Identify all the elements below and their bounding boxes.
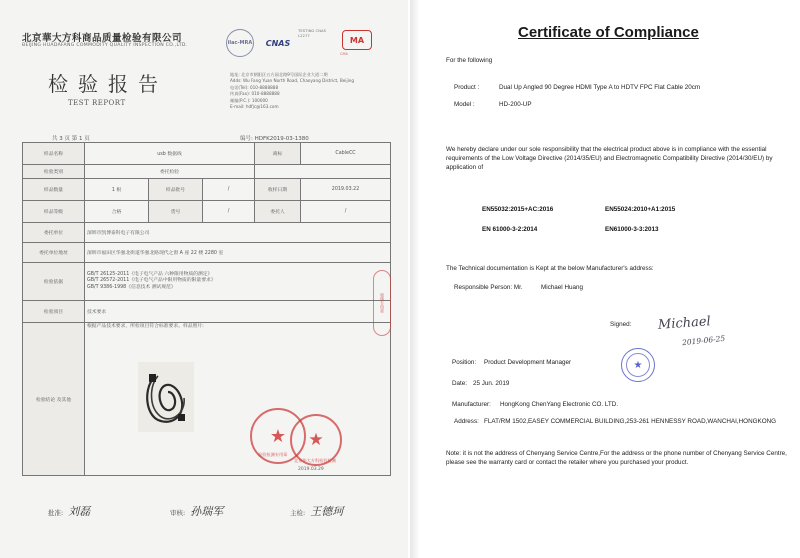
items-value: 技术要求 <box>85 301 391 323</box>
signature-role: 批准: <box>48 509 64 517</box>
cma-logo-icon: MA <box>342 30 372 50</box>
receive-date-label: 收样日期 <box>255 179 301 201</box>
signature-name: 刘磊 <box>68 505 91 518</box>
manufacturer-value: HongKong ChenYang Electronic CO. LTD. <box>500 401 619 408</box>
sample-grade-label: 样品等级 <box>23 201 85 223</box>
for-following-text: For the following <box>446 57 493 64</box>
client-value: 深圳市凯博泰科电子有限公司 <box>85 223 391 243</box>
batch-label: 样品批号 <box>149 179 203 201</box>
brand-label: 商标 <box>255 143 301 165</box>
position-label: Position: <box>452 359 477 366</box>
lab-address-line: Adds: Wu Fang Yuan North Road, Chaoyang District, Beijing <box>230 78 355 84</box>
sample-name-value: usb 数据线 <box>85 143 255 165</box>
address-value: FLAT/RM 1502,EASEY COMMERCIAL BUILDING,253-261 HENNESSY ROAD,WANCHAI,HONGKONG <box>484 418 777 425</box>
signature-approver <box>48 503 90 519</box>
basis-value <box>85 263 391 301</box>
report-date: 2019.03.29 <box>298 467 324 472</box>
signature-role: 主检: <box>290 509 306 517</box>
basis-line: GB/T 26125-2011《电子电气产品 六种限用物质的测定》 <box>87 272 213 278</box>
sample-name-label: 样品名称 <box>23 143 85 165</box>
tech-doc-text: The Technical documentation is Kept at the below Manufacturer's address: <box>446 265 654 272</box>
lab-name-en: BEIJING HUADAFANG COMMODITY QUALITY INSPECTION CO.,LTD. <box>22 43 188 48</box>
responsible-label: Responsible Person: Mr. <box>454 284 523 291</box>
handwritten-signature-date: 2019-06-25 <box>681 333 726 348</box>
conclusion-value <box>85 323 391 476</box>
red-seal-stamp-icon: ★ <box>250 408 306 464</box>
table-row <box>23 165 391 179</box>
seal-star-icon: ★ <box>626 353 650 377</box>
report-title-cn: 检验报告 <box>48 72 168 96</box>
inspection-type-value: 委托检验 <box>85 165 255 179</box>
cable-photo-icon <box>138 362 194 432</box>
cma-caption: CMA <box>340 52 348 56</box>
conclusion-text: 根据产品技术要求，所检项目符合标准要求。样品照片: <box>87 324 204 329</box>
batch-value: / <box>203 179 255 201</box>
report-title-en: TEST REPORT <box>68 99 126 107</box>
table-row <box>23 223 391 243</box>
lab-address-line: 地址: 北京市朝阳区五方园北路9号国际企业大道二期 <box>230 72 328 77</box>
sample-qty-value: 1 根 <box>85 179 149 201</box>
table-cell-empty <box>255 165 391 179</box>
item-no-value: / <box>203 201 255 223</box>
stamp-label: 北京华大方科检验检测 <box>294 458 336 463</box>
signature-role: 审核: <box>170 509 186 517</box>
signature-inspector <box>290 503 343 519</box>
date-value: 25 Jun. 2019 <box>473 380 510 387</box>
red-seal-stamp-icon: ★ <box>290 414 342 466</box>
standard-item: EN55032:2015+AC:2016 <box>482 206 554 213</box>
page-number: 共 3 页 第 1 页 <box>52 136 90 142</box>
lab-address-line: 电话(Tel): 010-8888888 <box>230 84 279 90</box>
table-row <box>23 243 391 263</box>
perforation-seal-stamp: 骑缝专用章 <box>373 270 391 336</box>
basis-label: 检验依据 <box>23 263 85 301</box>
standard-item: EN61000-3-3:2013 <box>605 226 659 233</box>
signature-reviewer <box>170 503 223 519</box>
sample-grade-value: 合格 <box>85 201 149 223</box>
lab-address-line: 传真(Fax): 010-8888888 <box>230 91 280 97</box>
table-row <box>23 143 391 165</box>
item-no-label: 货号 <box>149 201 203 223</box>
client-person-value: / <box>301 201 391 223</box>
items-label: 检验项目 <box>23 301 85 323</box>
cnas-logo-icon: CNAS <box>265 38 291 48</box>
signed-label: Signed: <box>610 321 632 328</box>
manufacturer-label: Manufacturer: <box>452 401 491 408</box>
address-label: Address: <box>454 418 479 425</box>
handwritten-signature: Michael <box>657 314 712 333</box>
signature-name: 王德珂 <box>310 505 344 518</box>
table-row <box>23 201 391 223</box>
basis-line: GB/T 26572-2011《电子电气产品中限用物质的限量要求》 <box>87 278 216 284</box>
client-person-label: 委托人 <box>255 201 301 223</box>
position-value: Product Development Manager <box>484 359 572 366</box>
table-row <box>23 179 391 201</box>
conclusion-label: 检验结论 及其他 <box>23 323 85 476</box>
company-seal-stamp-icon <box>621 348 655 382</box>
product-value: Dual Up Angled 90 Degree HDMI Type A to HDTV FPC Flat Cable 20cm <box>499 84 701 91</box>
note-text: Note: it is not the address of Chenyang Service Centre,For the address or the phone number of Chenyang Service Centre, please see the warranty card or contact the retailer where you purchased your product. <box>446 450 787 466</box>
certificate-page <box>420 0 800 558</box>
responsible-name: Michael Huang <box>541 284 584 291</box>
lab-address-block <box>230 72 400 110</box>
declaration-text: We hereby declare under our sole responsibility that the electrical product above is in compliance with the essential requirements of the Low Voltage Directive (2014/35/EU) and Electromagnetic Compatibility Directive (2014/30/EU) by application of <box>446 146 773 171</box>
certificate-title: Certificate of Compliance <box>518 24 699 41</box>
table-row <box>23 301 391 323</box>
cnas-caption: TESTING CNAS L2277 <box>298 28 327 38</box>
client-address-label: 委托单位地址 <box>23 243 85 263</box>
lab-name-cn: 北京華大方科商品质量检验有限公司 <box>22 33 183 44</box>
ilac-logo-icon: ilac-MRA <box>226 29 254 57</box>
inspection-type-label: 检验类别 <box>23 165 85 179</box>
page-divider <box>410 0 420 558</box>
sample-qty-label: 样品数量 <box>23 179 85 201</box>
standard-item: EN 61000-3-2:2014 <box>482 226 538 233</box>
client-address-value: 深圳市福田区华强北街道华强北路现代之窗 A 座 22 楼 2280 室 <box>85 243 391 263</box>
lab-address-line: E-mail: hdfjc@163.com <box>230 104 279 110</box>
product-label: Product : <box>454 84 480 91</box>
report-number: 编号: HDFK2019-03-1380 <box>240 136 309 142</box>
stamp-label: 检验检测专用章 <box>258 452 288 457</box>
lab-address-line: 邮编(P.C.): 100000 <box>230 97 268 103</box>
client-label: 委托单位 <box>23 223 85 243</box>
standard-item: EN55024:2010+A1:2015 <box>605 206 676 213</box>
table-row <box>23 263 391 301</box>
model-value: HD-200-UP <box>499 101 532 108</box>
signature-name: 孙瑞军 <box>190 505 224 518</box>
model-label: Model : <box>454 101 475 108</box>
receive-date-value: 2019.03.22 <box>301 179 391 201</box>
brand-value: CableCC <box>301 143 391 165</box>
basis-line: GB/T 9386-1998《信息技术 测试规范》 <box>87 284 176 290</box>
date-label: Date: <box>452 380 468 387</box>
